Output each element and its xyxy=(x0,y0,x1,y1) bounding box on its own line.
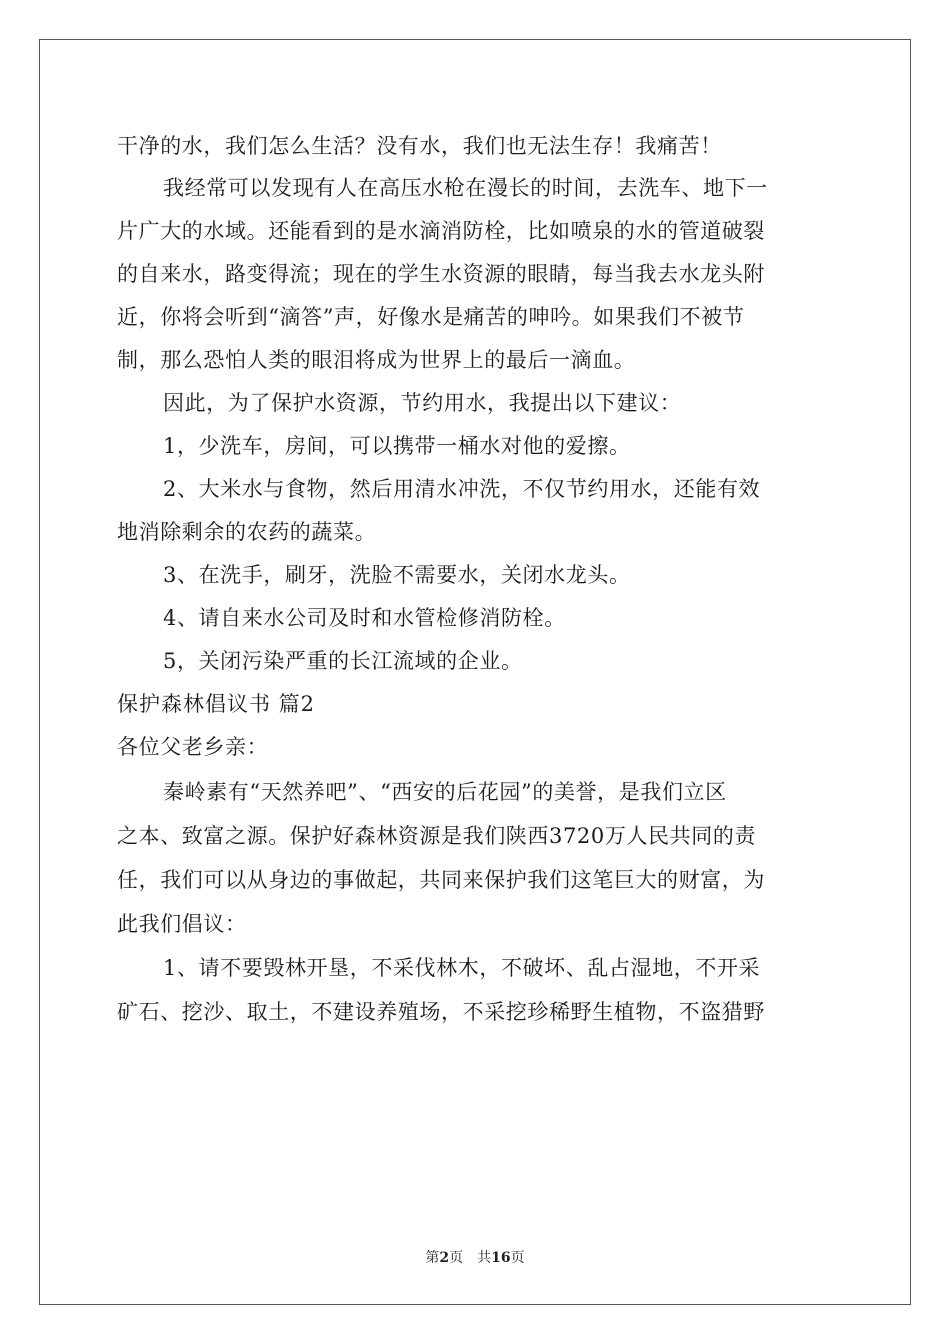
paragraph-line: 制，那么恐怕人类的眼泪将成为世界上的最后一滴血。 xyxy=(117,348,636,372)
list-item: 4、请自来水公司及时和水管检修消防栓。 xyxy=(163,606,566,630)
page-footer xyxy=(0,1247,950,1267)
paragraph-line: 矿石、挖沙、取土，不建设养殖场，不采挖珍稀野生植物，不盗猎野 xyxy=(117,1000,765,1024)
paragraph-line: 片广大的水域。还能看到的是水滴消防栓，比如喷泉的水的管道破裂 xyxy=(117,219,765,243)
current-page-number: 2 xyxy=(439,1250,450,1266)
list-item: 2、大米水与食物，然后用清水冲洗，不仅节约用水，还能有效 xyxy=(163,477,761,501)
paragraph-line: 我经常可以发现有人在高压水枪在漫长的时间，去洗车、地下一 xyxy=(163,176,768,200)
list-item: 3、在洗手，刷牙，洗脸不需要水，关闭水龙头。 xyxy=(163,563,631,587)
list-item: 1，少洗车，房间，可以携带一桶水对他的爱擦。 xyxy=(163,434,631,458)
total-page-count: 16 xyxy=(491,1250,511,1266)
paragraph-line: 近，你将会听到“滴答”声，好像水是痛苦的呻吟。如果我们不被节 xyxy=(117,305,745,329)
paragraph-line: 因此，为了保护水资源，节约用水，我提出以下建议： xyxy=(163,391,682,415)
list-item: 1、请不要毁林开垦，不采伐林木，不破坏、乱占湿地，不开采 xyxy=(163,956,761,980)
footer-suffix: 页 xyxy=(510,1250,525,1266)
list-item: 5，关闭污染严重的长江流域的企业。 xyxy=(163,649,523,673)
paragraph-line: 任，我们可以从身边的事做起，共同来保护我们这笔巨大的财富，为 xyxy=(117,868,765,892)
paragraph-line: 秦岭素有“天然养吧”、“西安的后花园”的美誉，是我们立区 xyxy=(163,780,727,804)
paragraph-line: 的自来水，路变得流；现在的学生水资源的眼睛，每当我去水龙头附 xyxy=(117,262,765,286)
footer-mid: 页 共 xyxy=(449,1250,492,1266)
paragraph-line: 之本、致富之源。保护好森林资源是我们陕西3720万人民共同的责 xyxy=(117,824,757,848)
section-heading: 保护森林倡议书 篇2 xyxy=(117,692,316,716)
paragraph-line: 此我们倡议： xyxy=(117,912,247,936)
footer-prefix: 第 xyxy=(425,1250,440,1266)
paragraph-line: 地消除剩余的农药的蔬菜。 xyxy=(117,520,377,544)
salutation: 各位父老乡亲： xyxy=(117,735,269,759)
paragraph-line: 干净的水，我们怎么生活？没有水，我们也无法生存！我痛苦！ xyxy=(117,134,722,158)
